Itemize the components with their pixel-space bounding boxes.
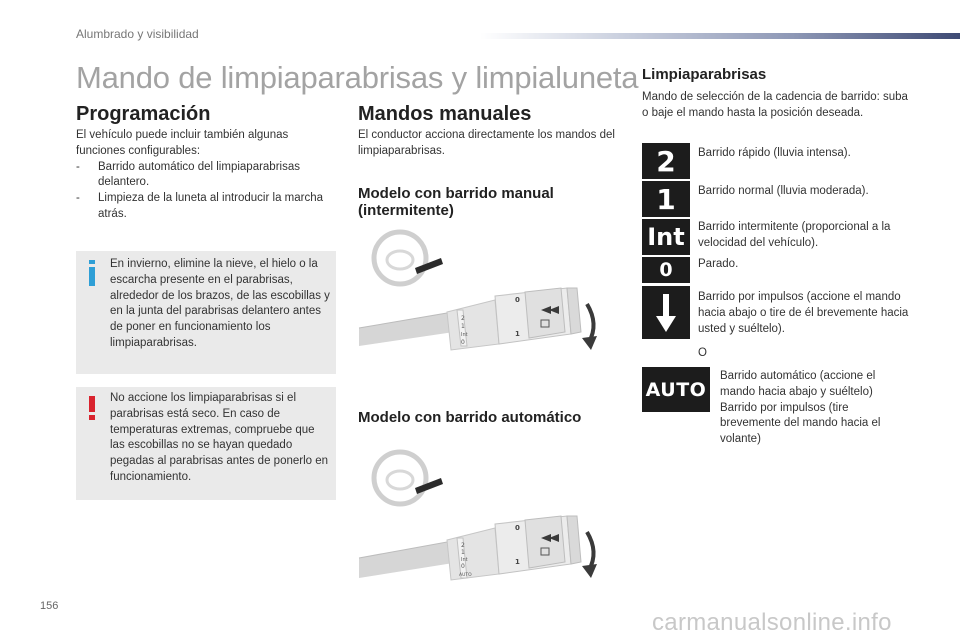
list-item xyxy=(76,191,326,223)
list-item xyxy=(76,160,326,192)
info-box xyxy=(76,251,336,374)
warning-box xyxy=(76,387,336,500)
wiper-stalk-icon xyxy=(359,516,581,580)
mode-text-int: Barrido intermitente (proporcional a la velocidad del vehículo). xyxy=(698,221,891,249)
wiper-stalk-icon xyxy=(359,288,581,350)
warning-icon xyxy=(89,396,95,420)
stalk-label-2: 2 xyxy=(461,315,465,322)
speed-2-icon: 2 xyxy=(642,143,690,179)
stalk-label-1: 1 xyxy=(461,323,465,330)
auto-model-heading: Modelo con barrido automático xyxy=(358,409,582,426)
header-gradient-bar xyxy=(480,33,960,39)
auto-icon: AUTO xyxy=(642,367,710,412)
limpiaparabrisas-intro: Mando de selección de la cadencia de barrido: suba o baje el mando hasta la posición deseada. xyxy=(642,91,908,119)
stalk-label-1: 1 xyxy=(461,549,465,556)
ring-label-0: 0 xyxy=(515,524,520,532)
arrow-down-icon xyxy=(642,286,690,339)
stalk-label-int: Int xyxy=(461,557,468,563)
mandos-intro: El conductor acciona directamente los mandos del limpiaparabrisas. xyxy=(358,129,615,157)
limpiaparabrisas-heading: Limpiaparabrisas xyxy=(642,66,767,83)
mode-text-auto: Barrido automático (accione el mando hacia abajo y suéltelo) Barrido por impulsos (tire brevemente del mando hacia el volante) xyxy=(720,370,881,446)
page-title: Mando de limpiaparabrisas y limpialuneta xyxy=(76,60,639,95)
programacion-intro: El vehículo puede incluir también algunas funciones configurables: xyxy=(76,129,289,157)
info-text: En invierno, elimine la nieve, el hielo o la escarcha presente en el parabrisas, alrededor de los brazos, de las escobillas y en la junta del parabrisas delantero antes de poner en funcionamiento los limpiaparabrisas. xyxy=(110,258,330,349)
programacion-list xyxy=(76,160,326,223)
watermark: carmanualsonline.info xyxy=(652,609,892,636)
page-number: 156 xyxy=(40,600,59,612)
mode-text-impulse: Barrido por impulsos (accione el mando hacia abajo o tire de él brevemente hacia usted y suéltelo). xyxy=(698,291,909,335)
mandos-heading: Mandos manuales xyxy=(358,103,532,125)
list-dash: - xyxy=(76,192,80,205)
speed-1-icon: 1 xyxy=(642,181,690,217)
rotation-arrow-icon xyxy=(587,532,594,570)
ring-label-1: 1 xyxy=(515,558,520,566)
section-header: Alumbrado y visibilidad xyxy=(76,27,199,41)
stalk-label-0: 0 xyxy=(461,563,465,570)
or-label: O xyxy=(698,347,707,359)
ring-label-0: 0 xyxy=(515,296,520,304)
info-icon xyxy=(89,260,95,286)
stalk-label-int: Int xyxy=(461,332,468,338)
intermittent-icon: Int xyxy=(642,219,690,255)
list-dash: - xyxy=(76,160,80,173)
warning-text: No accione los limpiaparabrisas si el parabrisas está seco. En caso de temperaturas extremas, compruebe que las escobillas no se hayan quedado pegadas al parabrisas antes de ponerlo en funcionamiento. xyxy=(110,392,329,483)
rotation-arrow-icon xyxy=(587,304,594,342)
steering-wheel-icon xyxy=(374,452,443,504)
list-item-text: Limpieza de la luneta al introducir la marcha atrás. xyxy=(98,192,324,220)
manual-model-heading: Modelo con barrido manual (intermitente) xyxy=(358,185,554,219)
stalk-label-auto: AUTO xyxy=(459,573,472,578)
ring-label-1: 1 xyxy=(515,330,520,338)
mode-text-2: Barrido rápido (lluvia intensa). xyxy=(698,147,851,159)
manual-stalk-illustration xyxy=(355,228,605,358)
stalk-label-0: 0 xyxy=(461,339,465,346)
auto-stalk-illustration xyxy=(355,448,605,588)
stalk-label-2: 2 xyxy=(461,542,465,549)
steering-wheel-icon xyxy=(374,232,443,284)
programacion-heading: Programación xyxy=(76,103,211,125)
mode-text-0: Parado. xyxy=(698,258,739,270)
programacion-text xyxy=(76,128,326,223)
list-item-text: Barrido automático del limpiaparabrisas delantero. xyxy=(98,160,300,189)
off-icon: 0 xyxy=(642,257,690,283)
mode-text-1: Barrido normal (lluvia moderada). xyxy=(698,185,869,197)
